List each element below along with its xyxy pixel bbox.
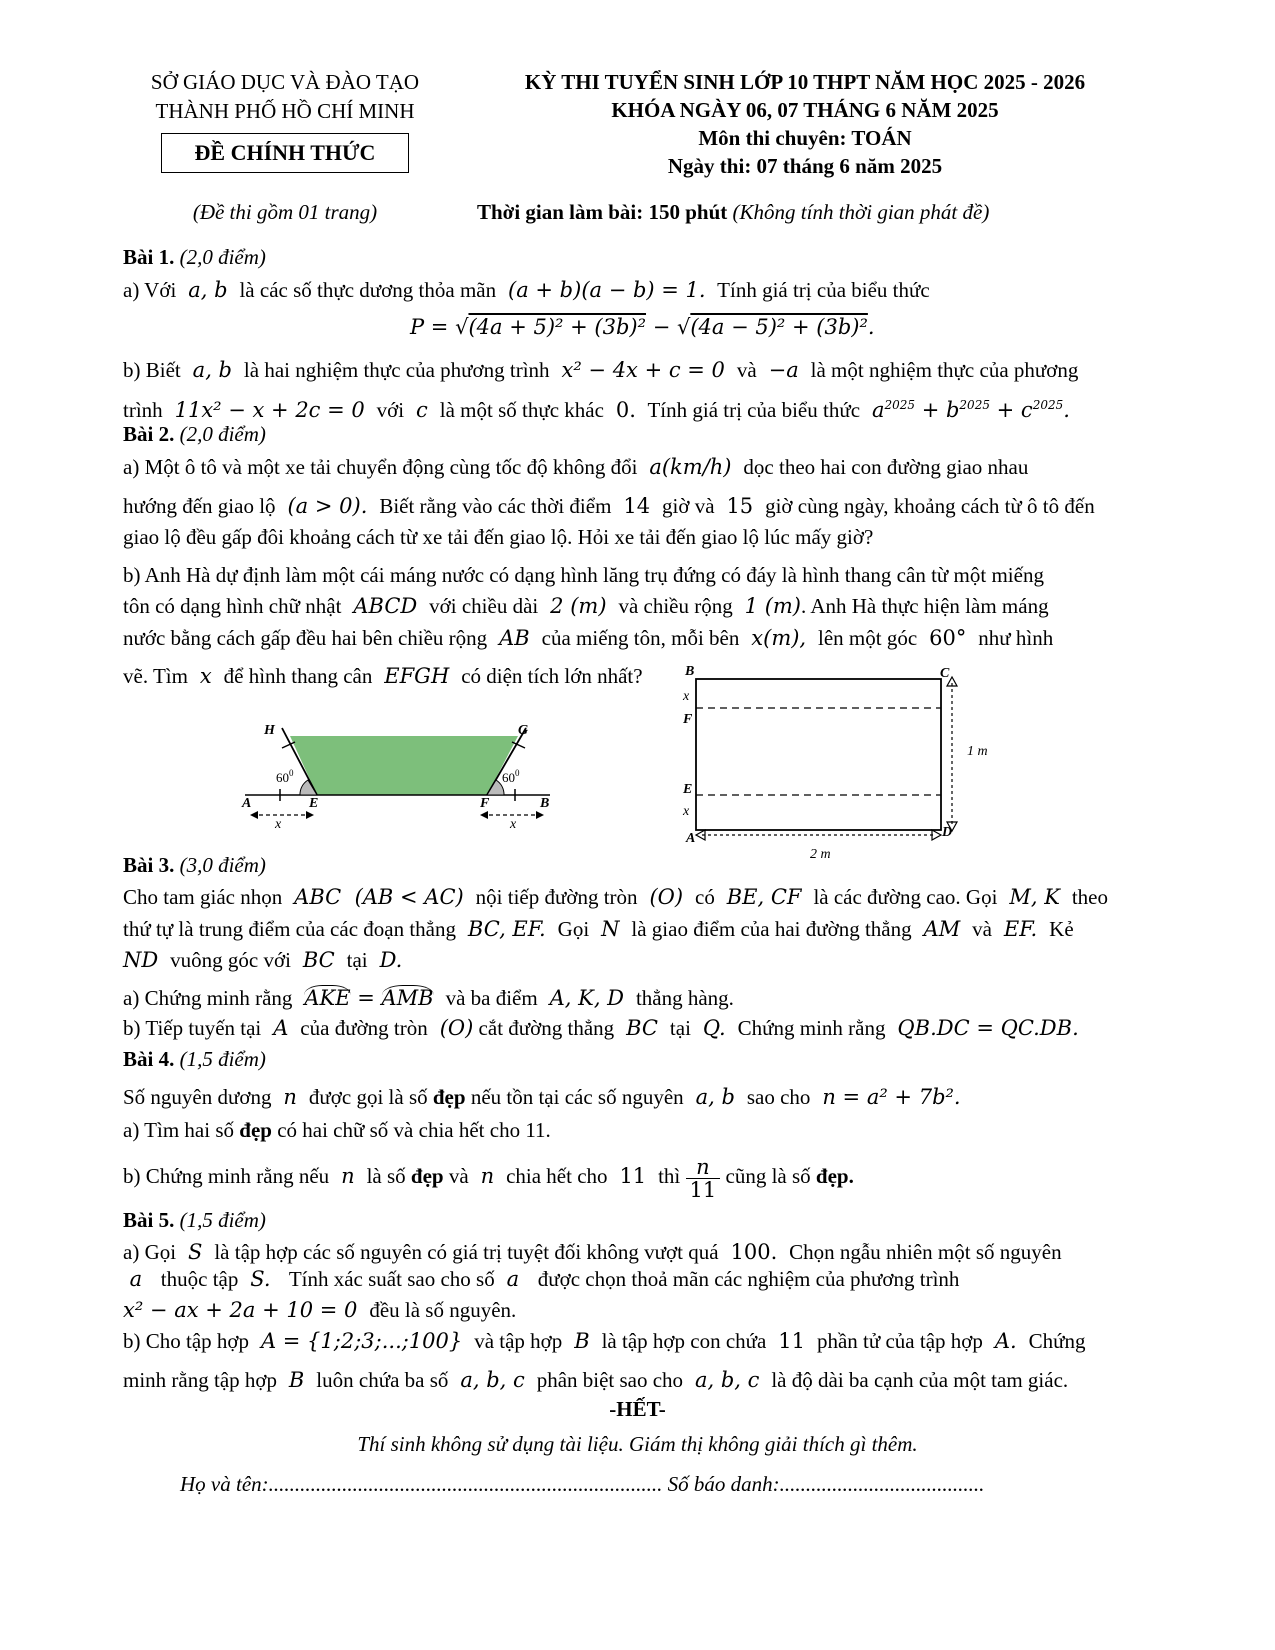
label-A: A [242, 796, 252, 811]
problem-4-intro [123, 1085, 961, 1109]
label-E: E [683, 782, 693, 797]
math: x [193, 664, 219, 688]
arrowhead [306, 811, 314, 819]
problem-3a-line [123, 986, 734, 1010]
fraction-n-over-11: $\frac{n}{11}$ [686, 1156, 721, 1201]
text: cũng là số [725, 1164, 811, 1188]
text: với [376, 398, 405, 422]
text: được gọi là số [308, 1085, 428, 1109]
arrowhead [250, 811, 258, 819]
label-B: B [685, 665, 695, 679]
math: a, b [688, 1085, 742, 1109]
arrowhead [536, 811, 544, 819]
math: a, b [181, 278, 235, 302]
label-H: H [264, 723, 275, 738]
math: $a^{2025} + b^{2025} + c^{2025}$. [865, 398, 1070, 422]
label-F: F [480, 796, 490, 811]
text: đẹp [432, 1085, 466, 1109]
text: tại [669, 1016, 691, 1040]
text: a) Gọi [123, 1240, 177, 1264]
math: AKE = AMB [304, 986, 434, 1010]
math: 14 [616, 494, 657, 518]
text: hướng đến giao lộ [123, 494, 276, 518]
text: tại [346, 948, 368, 972]
text: là số [366, 1164, 406, 1188]
label-x-bottom: x [683, 804, 690, 819]
math: EFGH [377, 664, 456, 688]
angle-degree: 0 [515, 768, 520, 778]
text: đều là số nguyên. [369, 1298, 517, 1322]
math: D. [372, 948, 403, 972]
problem-5a-line1 [123, 1240, 1062, 1264]
math: A, K, D [542, 986, 631, 1010]
math: Q. [696, 1016, 733, 1040]
math: 11x² − x + 2c = 0 [167, 398, 372, 422]
text: và [736, 358, 757, 382]
math: BC, EF. [461, 917, 553, 941]
math: c [409, 398, 435, 422]
candidate-info-line [180, 1472, 984, 1496]
math: A. [988, 1329, 1024, 1353]
duration-note: (Không tính thời gian phát đề) [732, 200, 990, 224]
problem-3-line1 [123, 885, 1108, 909]
text: dọc theo hai con đường giao nhau [743, 455, 1029, 479]
dept-line-1: SỞ GIÁO DỤC VÀ ĐÀO TẠO [150, 70, 420, 94]
text: phân biệt sao cho [536, 1368, 684, 1392]
sheet-rectangle [696, 679, 941, 830]
official-label: ĐỀ CHÍNH THỨC [194, 140, 376, 165]
math: x² − ax + 2a + 10 = 0 [123, 1298, 365, 1322]
text: a) Tìm hai số [123, 1118, 235, 1142]
math: A [266, 1016, 296, 1040]
math: 1 (m) [737, 594, 801, 618]
problem-4b-line [123, 1152, 854, 1201]
math: 0. [609, 398, 643, 422]
problem-1a-formula: P = √(4a + 5)² + (3b)² − √(4a − 5)² + (3b)². [410, 315, 875, 339]
rectangle-figure [680, 665, 1000, 870]
angle-label-left [276, 768, 294, 785]
text: là độ dài ba cạnh của một tam giác. [771, 1368, 1069, 1392]
text: a) Một ô tô và một xe tải chuyển động cùng tốc độ không đổi [123, 455, 638, 479]
text: vuông góc với [170, 948, 291, 972]
arrowhead [932, 830, 941, 840]
math: a, b, c [453, 1368, 532, 1392]
math: ABC (AB < AC) [287, 885, 471, 909]
problem-3-heading [123, 853, 266, 877]
label-x-left: x [275, 817, 282, 832]
text: Kẻ [1049, 917, 1074, 941]
problem-3-title: Bài 3. [123, 853, 175, 877]
problem-3b-line [123, 1016, 1079, 1040]
text: và ba điểm [445, 986, 538, 1010]
math: AM [916, 917, 967, 941]
math: (O) [433, 1016, 474, 1040]
text: để hình thang cân [223, 664, 373, 688]
text: trình [123, 398, 163, 422]
math: a(km/h) [642, 455, 739, 479]
text: nước bằng cách gấp đều hai bên chiều rộng [123, 626, 488, 650]
math: 2 (m) [543, 594, 614, 618]
math: x(m), [744, 626, 813, 650]
text: và [448, 1164, 469, 1188]
math: −a [761, 358, 806, 382]
text: có [695, 885, 715, 909]
problem-5-heading [123, 1208, 266, 1232]
label-A: A [686, 831, 696, 846]
text: giờ cùng ngày, khoảng cách từ ô tô đến [765, 494, 1095, 518]
problem-5-title: Bài 5. [123, 1208, 175, 1232]
math: n [334, 1164, 362, 1188]
problem-2-title: Bài 2. [123, 422, 175, 446]
math: a [123, 1267, 156, 1291]
problem-3-line3 [123, 948, 402, 972]
label-B: B [540, 796, 550, 811]
math: 11 [612, 1164, 653, 1188]
text: và tập hợp [474, 1329, 563, 1353]
text: nội tiếp đường tròn [475, 885, 638, 909]
problem-1b-line2 [123, 393, 1070, 422]
problem-2a-line1 [123, 455, 1028, 479]
text: có diện tích lớn nhất? [461, 664, 643, 688]
text: Tính xác suất sao cho số [288, 1267, 495, 1291]
text: là hai nghiệm thực của phương trình [243, 358, 550, 382]
duration-line [477, 200, 989, 224]
text: . Anh Hà thực hiện làm máng [801, 594, 1049, 618]
math: n [276, 1085, 304, 1109]
exam-date: Ngày thi: 07 tháng 6 năm 2025 [667, 154, 943, 178]
text: thẳng hàng. [635, 986, 734, 1010]
math: (a > 0). [280, 494, 375, 518]
text: là một nghiệm thực của phương [810, 358, 1079, 382]
text: chia hết cho [506, 1164, 608, 1188]
label-G: G [518, 723, 529, 738]
text: thứ tự là trung điểm của các đoạn thẳng [123, 917, 456, 941]
text: Chứng minh rằng [737, 1016, 886, 1040]
text: có hai chữ số và chia hết cho 11. [277, 1118, 551, 1142]
text: của miếng tôn, mỗi bên [541, 626, 740, 650]
text: của đường tròn [300, 1016, 428, 1040]
math: BE, CF [720, 885, 809, 909]
text: là các số thực dương thỏa mãn [239, 278, 497, 302]
exam-header [470, 70, 1140, 178]
pages-note: (Đề thi gồm 01 trang) [192, 200, 378, 224]
label-C: C [940, 666, 950, 681]
math: BC [296, 948, 342, 972]
text: a) Chứng minh rằng [123, 986, 293, 1010]
exam-session: KHÓA NGÀY 06, 07 THÁNG 6 NĂM 2025 [611, 98, 999, 122]
department-name [120, 70, 450, 123]
text: lên một góc [818, 626, 918, 650]
label-E: E [309, 796, 319, 811]
label-x-top: x [683, 689, 690, 704]
text: là các đường cao. Gọi [813, 885, 998, 909]
arrowhead [480, 811, 488, 819]
exam-title: KỲ THI TUYỂN SINH LỚP 10 THPT NĂM HỌC 2025 - 2026 [524, 70, 1086, 94]
text: theo [1071, 885, 1108, 909]
math: BC [619, 1016, 665, 1040]
trapezoid-figure [240, 720, 570, 840]
math: ABCD [346, 594, 424, 618]
problem-1-title: Bài 1. [123, 245, 175, 269]
text: đẹp [815, 1164, 849, 1188]
text: b) Biết [123, 358, 181, 382]
math: n [473, 1164, 501, 1188]
problem-4-title: Bài 4. [123, 1047, 175, 1071]
text: và [972, 917, 992, 941]
text: Tính giá trị của biểu thức [717, 278, 930, 302]
problem-2-heading [123, 422, 266, 446]
problem-2a-line2 [123, 494, 1095, 518]
angle-degree: 0 [289, 768, 294, 778]
problem-4-points: (1,5 điểm) [179, 1047, 266, 1071]
text: . [848, 1164, 854, 1188]
problem-2a-line3: giao lộ đều gấp đôi khoảng cách từ xe tải đến giao lộ. Hỏi xe tải đến giao lộ lúc mấy giờ? [123, 525, 874, 549]
label-F: F [683, 712, 693, 727]
text: b) Cho tập hợp [123, 1329, 250, 1353]
problem-2b-line1: b) Anh Hà dự định làm một cái máng nước có dạng hình lăng trụ đứng có đáy là hình thang cân từ một miếng [123, 563, 1044, 587]
text: và chiều rộng [618, 594, 733, 618]
text: là một số thực khác [439, 398, 604, 422]
problem-1b-line1 [123, 358, 1078, 382]
name-label: Họ và tên: [180, 1472, 269, 1496]
text: phần tử của tập hợp [816, 1329, 983, 1353]
problem-2b-line4 [123, 664, 643, 688]
problem-3-points: (3,0 điểm) [179, 853, 266, 877]
angle-value: 60 [276, 770, 289, 785]
text: sao cho [746, 1085, 811, 1109]
text: như hình [978, 626, 1054, 650]
text: là tập hợp con chứa [601, 1329, 767, 1353]
math: M, K [1002, 885, 1067, 909]
math: EF. [997, 917, 1044, 941]
duration-label: Thời gian làm bài: 150 phút [477, 200, 728, 224]
problem-2b-line3 [123, 626, 1053, 650]
text: Chọn ngẫu nhiên một số nguyên [789, 1240, 1062, 1264]
text: nếu tồn tại các số nguyên [470, 1085, 684, 1109]
official-stamp-box [161, 133, 409, 173]
angle-label-right [502, 768, 520, 785]
math: 15 [719, 494, 760, 518]
id-label: Số báo danh: [667, 1472, 780, 1496]
exam-note: Thí sinh không sử dụng tài liệu. Giám thị không giải thích gì thêm. [357, 1432, 918, 1456]
math: S. [243, 1267, 284, 1291]
problem-5b-line1 [123, 1329, 1085, 1353]
math: n = a² + 7b². [815, 1085, 961, 1109]
problem-2b-line2 [123, 594, 1049, 618]
problem-3-line2 [123, 917, 1074, 941]
height-label: 1 m [967, 744, 988, 759]
name-dots: ........................................................................... [268, 1472, 663, 1496]
math: (a + b)(a − b) = 1. [501, 278, 713, 302]
text: thuộc tập [160, 1267, 239, 1291]
problem-1a-line [123, 278, 930, 302]
math: a, b [186, 358, 239, 382]
problem-5b-line2 [123, 1368, 1068, 1392]
text: Gọi [557, 917, 590, 941]
end-mark: -HẾT- [609, 1397, 666, 1421]
text: b) Tiếp tuyến tại [123, 1016, 262, 1040]
label-D: D [942, 825, 953, 840]
problem-1-heading [123, 245, 266, 269]
text: thì [658, 1164, 681, 1188]
text: với chiều dài [429, 594, 539, 618]
text: đẹp [410, 1164, 444, 1188]
text: Biết rằng vào các thời điểm [379, 494, 612, 518]
problem-4a-line [123, 1118, 551, 1142]
math: QB.DC = QC.DB. [890, 1016, 1079, 1040]
text: luôn chứa ba số [316, 1368, 449, 1392]
text: đẹp [239, 1118, 272, 1142]
text: tôn có dạng hình chữ nhật [123, 594, 342, 618]
problem-5a-line3 [123, 1298, 516, 1322]
dept-line-2: THÀNH PHỐ HỒ CHÍ MINH [155, 99, 415, 123]
text: là giao điểm của hai đường thẳng [631, 917, 912, 941]
label-x-right: x [510, 817, 517, 832]
problem-5-points: (1,5 điểm) [179, 1208, 266, 1232]
math: S [181, 1240, 210, 1264]
exam-subject: Môn thi chuyên: TOÁN [698, 126, 912, 150]
math: 100. [723, 1240, 784, 1264]
width-label: 2 m [810, 847, 831, 862]
math: (O) [642, 885, 690, 909]
text: b) Chứng minh rằng nếu [123, 1164, 330, 1188]
text: Tính giá trị của biểu thức [647, 398, 861, 422]
math: ND [123, 948, 165, 972]
math: A = {1;2;3;...;100} [254, 1329, 469, 1353]
math: 11 [771, 1329, 812, 1353]
angle-value: 60 [502, 770, 515, 785]
math: AB [492, 626, 537, 650]
text: Cho tam giác nhọn [123, 885, 283, 909]
id-dots: ....................................... [779, 1472, 985, 1496]
tick [282, 742, 295, 748]
text: vẽ. Tìm [123, 664, 188, 688]
text: cắt đường thẳng [478, 1016, 615, 1040]
math: 60° [922, 626, 974, 650]
problem-4-heading [123, 1047, 266, 1071]
math: a [499, 1267, 533, 1291]
text: Số nguyên dương [123, 1085, 272, 1109]
math: x² − 4x + c = 0 [554, 358, 732, 382]
math: B [282, 1368, 312, 1392]
problem-2-points: (2,0 điểm) [179, 422, 266, 446]
text: là tập hợp các số nguyên có giá trị tuyệt đối không vượt quá [214, 1240, 719, 1264]
trapezoid-fill [290, 736, 518, 795]
math: B [567, 1329, 597, 1353]
math: a, b, c [688, 1368, 767, 1392]
text: a) Với [123, 278, 177, 302]
text: được chọn thoả mãn các nghiệm của phương trình [537, 1267, 960, 1291]
text: giờ và [662, 494, 715, 518]
math: N [594, 917, 627, 941]
problem-5a-line2 [123, 1267, 959, 1291]
text: minh rằng tập hợp [123, 1368, 277, 1392]
problem-1-points: (2,0 điểm) [179, 245, 266, 269]
text: Chứng [1028, 1329, 1086, 1353]
